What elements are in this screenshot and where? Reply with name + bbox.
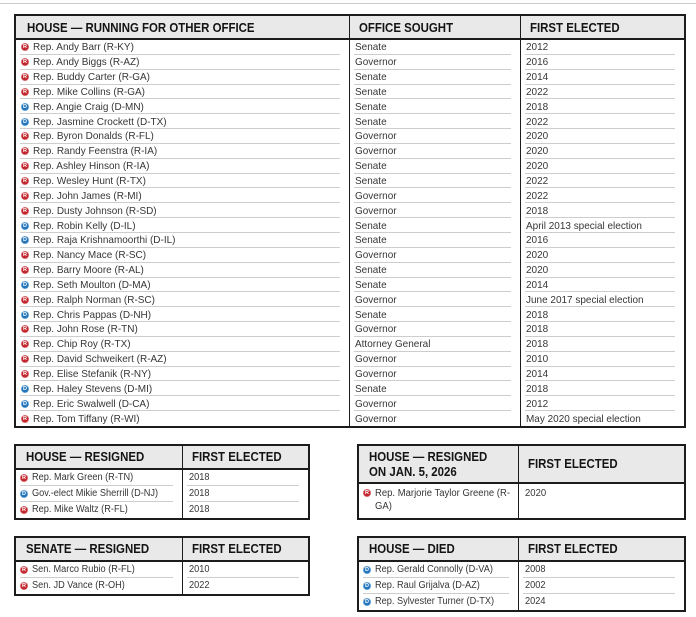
table-row bbox=[359, 594, 684, 610]
first-elected-cell: 2014 bbox=[520, 70, 684, 85]
member-name: Rep. John Rose (R-TN) bbox=[33, 323, 138, 336]
member-cell bbox=[16, 381, 349, 396]
table-header-row bbox=[16, 16, 684, 40]
member-name: Rep. Robin Kelly (D-IL) bbox=[33, 219, 136, 232]
office-sought-cell: Governor bbox=[349, 144, 520, 159]
office-sought-cell: Senate bbox=[349, 99, 520, 114]
member-name: Rep. Nancy Mace (R-SC) bbox=[33, 249, 147, 262]
member-name: Rep. Mike Collins (R-GA) bbox=[33, 85, 145, 98]
member-name: Rep. Eric Swalwell (D-CA) bbox=[33, 397, 150, 410]
party-icon: R bbox=[21, 266, 29, 274]
party-icon: D bbox=[21, 400, 29, 408]
member-cell bbox=[16, 322, 349, 337]
table-row bbox=[16, 381, 684, 396]
first-elected-cell: 2020 bbox=[520, 129, 684, 144]
first-elected-cell: 2022 bbox=[520, 114, 684, 129]
member-name: Rep. Tom Tiffany (R-WI) bbox=[33, 412, 140, 425]
party-icon: D bbox=[21, 385, 29, 393]
first-elected-cell: 2018 bbox=[182, 502, 308, 518]
first-elected-cell: 2018 bbox=[520, 203, 684, 218]
member-name: Rep. Byron Donalds (R-FL) bbox=[33, 130, 154, 143]
member-name: Gov.-elect Mikie Sherrill (D-NJ) bbox=[32, 488, 159, 500]
table-body bbox=[16, 470, 308, 518]
member-cell bbox=[16, 248, 349, 263]
member-name: Rep. Andy Barr (R-KY) bbox=[33, 41, 134, 54]
party-icon: R bbox=[21, 207, 29, 215]
office-sought-cell: Senate bbox=[349, 174, 520, 189]
party-icon: R bbox=[21, 192, 29, 200]
column-header-first-elected: FIRST ELECTED bbox=[520, 16, 684, 38]
party-icon: R bbox=[21, 132, 29, 140]
table-row bbox=[16, 248, 684, 263]
table-house-running-for-other-office bbox=[14, 14, 686, 428]
first-elected-cell: April 2013 special election bbox=[520, 218, 684, 233]
party-icon: D bbox=[363, 566, 371, 574]
table-row bbox=[16, 278, 684, 293]
member-cell bbox=[16, 40, 349, 55]
member-cell bbox=[16, 502, 182, 518]
table-senate-resigned bbox=[14, 536, 310, 596]
table-header-row bbox=[359, 538, 684, 562]
table-body bbox=[16, 40, 684, 426]
table-title: HOUSE — DIED bbox=[369, 541, 455, 557]
first-elected-cell: 2010 bbox=[520, 352, 684, 367]
member-name: Rep. Mike Waltz (R-FL) bbox=[32, 504, 128, 516]
party-icon: R bbox=[21, 177, 29, 185]
member-cell bbox=[16, 562, 182, 578]
member-name: Rep. John James (R-MI) bbox=[33, 189, 142, 202]
member-name: Rep. Buddy Carter (R-GA) bbox=[33, 71, 150, 84]
first-elected-cell: 2014 bbox=[520, 278, 684, 293]
office-sought-cell: Senate bbox=[349, 233, 520, 248]
office-sought-cell: Senate bbox=[349, 307, 520, 322]
member-cell bbox=[16, 578, 182, 594]
first-elected-cell: May 2020 special election bbox=[520, 411, 684, 426]
office-sought-cell: Senate bbox=[349, 114, 520, 129]
column-header-first-elected: FIRST ELECTED bbox=[518, 446, 684, 482]
office-sought-cell: Senate bbox=[349, 263, 520, 278]
office-sought-cell: Governor bbox=[349, 322, 520, 337]
member-cell bbox=[359, 562, 518, 578]
table-title: HOUSE — RESIGNED ON JAN. 5, 2026 bbox=[369, 448, 488, 479]
table-row bbox=[359, 562, 684, 578]
member-cell bbox=[16, 203, 349, 218]
first-elected-cell: 2020 bbox=[520, 159, 684, 174]
office-sought-cell: Governor bbox=[349, 129, 520, 144]
table-header-row bbox=[359, 446, 684, 484]
table-header-row bbox=[16, 446, 308, 470]
party-icon: R bbox=[21, 147, 29, 155]
member-cell bbox=[16, 144, 349, 159]
first-elected-cell: 2002 bbox=[518, 578, 684, 594]
member-cell bbox=[16, 292, 349, 307]
member-cell bbox=[359, 578, 518, 594]
table-row bbox=[359, 578, 684, 594]
member-cell bbox=[16, 278, 349, 293]
member-name: Rep. David Schweikert (R-AZ) bbox=[33, 353, 167, 366]
member-cell bbox=[16, 352, 349, 367]
member-cell bbox=[16, 411, 349, 426]
party-icon: D bbox=[21, 118, 29, 126]
member-name: Rep. Marjorie Taylor Greene (R-GA) bbox=[375, 487, 510, 512]
table-row bbox=[16, 263, 684, 278]
table-row bbox=[16, 70, 684, 85]
infographic bbox=[14, 14, 686, 612]
table-row bbox=[16, 203, 684, 218]
member-name: Rep. Seth Moulton (D-MA) bbox=[33, 278, 151, 291]
column-header-first-elected: FIRST ELECTED bbox=[182, 446, 308, 468]
member-cell bbox=[16, 233, 349, 248]
member-cell bbox=[16, 367, 349, 382]
first-elected-cell: 2018 bbox=[182, 486, 308, 502]
table-row bbox=[16, 85, 684, 100]
member-cell bbox=[16, 114, 349, 129]
party-icon: R bbox=[21, 43, 29, 51]
member-cell bbox=[16, 307, 349, 322]
member-cell bbox=[16, 159, 349, 174]
member-name: Rep. Dusty Johnson (R-SD) bbox=[33, 204, 157, 217]
member-cell bbox=[16, 396, 349, 411]
first-elected-cell: 2018 bbox=[520, 337, 684, 352]
first-elected-cell: 2018 bbox=[520, 322, 684, 337]
office-sought-cell: Governor bbox=[349, 203, 520, 218]
party-icon: R bbox=[21, 162, 29, 170]
party-icon: R bbox=[21, 415, 29, 423]
office-sought-cell: Senate bbox=[349, 70, 520, 85]
first-elected-cell: 2016 bbox=[520, 55, 684, 70]
table-row bbox=[16, 99, 684, 114]
first-elected-cell: 2020 bbox=[520, 144, 684, 159]
office-sought-cell: Senate bbox=[349, 40, 520, 55]
table-row bbox=[16, 307, 684, 322]
first-elected-cell: 2008 bbox=[518, 562, 684, 578]
table-row bbox=[16, 55, 684, 70]
party-icon: R bbox=[21, 58, 29, 66]
member-name: Sen. Marco Rubio (R-FL) bbox=[32, 564, 135, 576]
member-cell bbox=[359, 484, 518, 518]
member-cell bbox=[16, 470, 182, 486]
party-icon: R bbox=[20, 474, 28, 482]
member-name: Rep. Chris Pappas (D-NH) bbox=[33, 308, 152, 321]
party-icon: R bbox=[21, 296, 29, 304]
first-elected-cell: 2018 bbox=[520, 381, 684, 396]
office-sought-cell: Governor bbox=[349, 352, 520, 367]
member-name: Rep. Andy Biggs (R-AZ) bbox=[33, 56, 140, 69]
first-elected-cell: June 2017 special election bbox=[520, 292, 684, 307]
member-cell bbox=[16, 70, 349, 85]
first-elected-cell: 2010 bbox=[182, 562, 308, 578]
table-title: HOUSE — RESIGNED bbox=[26, 449, 145, 465]
table-body bbox=[359, 562, 684, 610]
table-row bbox=[16, 486, 308, 502]
party-icon: R bbox=[363, 489, 371, 497]
party-icon: R bbox=[20, 566, 28, 574]
table-header-row bbox=[16, 538, 308, 562]
first-elected-cell: 2018 bbox=[182, 470, 308, 486]
first-elected-cell: 2012 bbox=[520, 396, 684, 411]
office-sought-cell: Governor bbox=[349, 396, 520, 411]
first-elected-cell: 2022 bbox=[520, 85, 684, 100]
party-icon: D bbox=[21, 281, 29, 289]
member-cell bbox=[16, 99, 349, 114]
member-name: Rep. Ashley Hinson (R-IA) bbox=[33, 160, 150, 173]
table-row bbox=[16, 40, 684, 55]
member-cell bbox=[16, 218, 349, 233]
party-icon: D bbox=[21, 103, 29, 111]
table-row bbox=[16, 188, 684, 203]
office-sought-cell: Attorney General bbox=[349, 337, 520, 352]
first-elected-cell: 2018 bbox=[520, 307, 684, 322]
first-elected-cell: 2012 bbox=[520, 40, 684, 55]
office-sought-cell: Governor bbox=[349, 367, 520, 382]
column-header-first-elected: FIRST ELECTED bbox=[182, 538, 308, 560]
table-title: SENATE — RESIGNED bbox=[26, 541, 150, 557]
table-row bbox=[16, 396, 684, 411]
table-row bbox=[359, 484, 684, 518]
party-icon: R bbox=[21, 325, 29, 333]
first-elected-cell: 2014 bbox=[520, 367, 684, 382]
member-name: Rep. Wesley Hunt (R-TX) bbox=[33, 175, 146, 188]
office-sought-cell: Governor bbox=[349, 411, 520, 426]
member-name: Rep. Haley Stevens (D-MI) bbox=[33, 382, 153, 395]
table-row bbox=[16, 322, 684, 337]
party-icon: R bbox=[21, 251, 29, 259]
office-sought-cell: Senate bbox=[349, 278, 520, 293]
top-divider bbox=[0, 3, 696, 4]
member-cell bbox=[16, 486, 182, 502]
member-cell bbox=[16, 129, 349, 144]
table-row bbox=[16, 470, 308, 486]
member-name: Rep. Raja Krishnamoorthi (D-IL) bbox=[33, 234, 176, 247]
office-sought-cell: Senate bbox=[349, 85, 520, 100]
table-row bbox=[16, 129, 684, 144]
office-sought-cell: Senate bbox=[349, 218, 520, 233]
table-body bbox=[16, 562, 308, 594]
member-cell bbox=[359, 594, 518, 610]
member-cell bbox=[16, 55, 349, 70]
first-elected-cell: 2022 bbox=[520, 174, 684, 189]
table-house-resigned-jan-5-2026 bbox=[357, 444, 686, 520]
first-elected-cell: 2020 bbox=[520, 248, 684, 263]
table-row bbox=[16, 578, 308, 594]
table-house-resigned bbox=[14, 444, 310, 520]
table-row bbox=[16, 218, 684, 233]
party-icon: R bbox=[21, 355, 29, 363]
table-row bbox=[16, 292, 684, 307]
table-title: HOUSE — RUNNING FOR OTHER OFFICE bbox=[27, 19, 255, 35]
office-sought-cell: Governor bbox=[349, 292, 520, 307]
column-header-first-elected: FIRST ELECTED bbox=[518, 538, 684, 560]
member-cell bbox=[16, 188, 349, 203]
table-row bbox=[16, 337, 684, 352]
party-icon: R bbox=[20, 582, 28, 590]
first-elected-cell: 2016 bbox=[520, 233, 684, 248]
table-row bbox=[16, 159, 684, 174]
member-cell bbox=[16, 85, 349, 100]
member-cell bbox=[16, 174, 349, 189]
table-row bbox=[16, 411, 684, 426]
member-name: Rep. Chip Roy (R-TX) bbox=[33, 338, 131, 351]
party-icon: D bbox=[363, 582, 371, 590]
first-elected-cell: 2022 bbox=[520, 188, 684, 203]
party-icon: R bbox=[21, 340, 29, 348]
table-row bbox=[16, 174, 684, 189]
table-row bbox=[16, 114, 684, 129]
table-house-died bbox=[357, 536, 686, 612]
first-elected-cell: 2022 bbox=[182, 578, 308, 594]
member-name: Rep. Randy Feenstra (R-IA) bbox=[33, 145, 158, 158]
office-sought-cell: Governor bbox=[349, 55, 520, 70]
member-name: Rep. Raul Grijalva (D-AZ) bbox=[375, 580, 480, 592]
party-icon: D bbox=[20, 490, 28, 498]
office-sought-cell: Senate bbox=[349, 381, 520, 396]
small-tables-row-1 bbox=[14, 444, 686, 520]
party-icon: R bbox=[20, 506, 28, 514]
party-icon: R bbox=[21, 370, 29, 378]
first-elected-cell: 2024 bbox=[518, 594, 684, 610]
party-icon: D bbox=[21, 311, 29, 319]
table-row bbox=[16, 233, 684, 248]
party-icon: D bbox=[363, 598, 371, 606]
table-row bbox=[16, 144, 684, 159]
member-cell bbox=[16, 337, 349, 352]
table-row bbox=[16, 502, 308, 518]
member-name: Rep. Gerald Connolly (D-VA) bbox=[375, 564, 493, 576]
office-sought-cell: Governor bbox=[349, 248, 520, 263]
office-sought-cell: Governor bbox=[349, 188, 520, 203]
member-name: Rep. Barry Moore (R-AL) bbox=[33, 264, 144, 277]
member-cell bbox=[16, 263, 349, 278]
table-row bbox=[16, 352, 684, 367]
member-name: Rep. Ralph Norman (R-SC) bbox=[33, 293, 155, 306]
party-icon: R bbox=[21, 73, 29, 81]
first-elected-cell: 2020 bbox=[520, 263, 684, 278]
table-row bbox=[16, 367, 684, 382]
member-name: Rep. Elise Stefanik (R-NY) bbox=[33, 367, 152, 380]
member-name: Rep. Jasmine Crockett (D-TX) bbox=[33, 115, 167, 128]
office-sought-cell: Senate bbox=[349, 159, 520, 174]
table-row bbox=[16, 562, 308, 578]
member-name: Rep. Angie Craig (D-MN) bbox=[33, 100, 144, 113]
first-elected-cell: 2020 bbox=[518, 484, 684, 518]
column-header-office-sought: OFFICE SOUGHT bbox=[349, 16, 520, 38]
party-icon: D bbox=[21, 236, 29, 244]
small-tables-row-2 bbox=[14, 536, 686, 612]
member-name: Rep. Sylvester Turner (D-TX) bbox=[375, 596, 495, 608]
party-icon: R bbox=[21, 88, 29, 96]
member-name: Rep. Mark Green (R-TN) bbox=[32, 472, 134, 484]
first-elected-cell: 2018 bbox=[520, 99, 684, 114]
member-name: Sen. JD Vance (R-OH) bbox=[32, 580, 125, 592]
table-body bbox=[359, 484, 684, 518]
party-icon: D bbox=[21, 222, 29, 230]
